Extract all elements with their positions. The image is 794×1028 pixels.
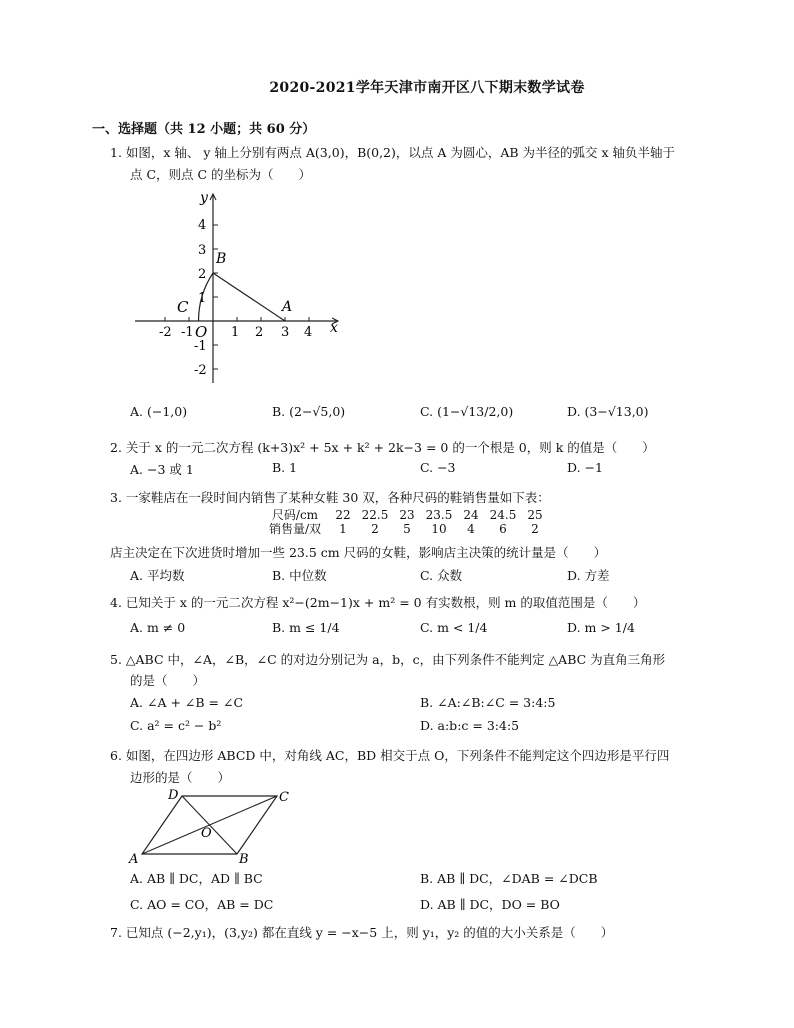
table-cell: 5	[403, 522, 411, 536]
q1-line1: 1. 如图，x 轴、 y 轴上分别有两点 A(3,0)，B(0,2)，以点 A 为圆心，AB 为半径的弧交 x 轴负半轴于	[110, 145, 676, 160]
q1-coordinate-graph	[130, 188, 350, 386]
x-tick-label: 4	[304, 325, 313, 340]
vertex-b-label: B	[239, 852, 249, 866]
x-tick-label: 3	[281, 325, 290, 340]
q4-option-c[interactable]: C. m < 1/4	[420, 620, 488, 635]
point-a-label: A	[282, 299, 293, 315]
y-tick-label: -2	[194, 363, 207, 378]
center-o-label: O	[201, 826, 212, 841]
section-heading: 一、选择题（共 12 小题；共 60 分）	[92, 122, 316, 137]
q3-option-d[interactable]: D. 方差	[567, 568, 610, 583]
shoe-sales-table	[262, 508, 550, 536]
q4-option-b[interactable]: B. m ≤ 1/4	[272, 620, 340, 635]
q6-option-b[interactable]: B. AB ∥ DC，∠DAB = ∠DCB	[420, 871, 598, 886]
y-tick-label: 3	[198, 243, 207, 258]
q2-option-b[interactable]: B. 1	[272, 460, 298, 475]
q4-option-d[interactable]: D. m > 1/4	[567, 620, 635, 635]
table-cell: 10	[431, 522, 447, 536]
q6-parallelogram-figure	[125, 786, 300, 866]
q3-option-b[interactable]: B. 中位数	[272, 568, 327, 583]
q2-option-a[interactable]: A. −3 或 1	[130, 462, 194, 477]
table-row	[262, 508, 550, 522]
x-axis-label: x	[330, 320, 338, 336]
table-cell: 6	[499, 522, 507, 536]
table-cell: 1	[339, 522, 347, 536]
q3-option-a[interactable]: A. 平均数	[130, 568, 185, 583]
table-cell: 23.5	[425, 508, 453, 522]
vertex-c-label: C	[279, 790, 289, 805]
x-tick-label: 1	[231, 325, 240, 340]
q1-line2: 点 C，则点 C 的坐标为（ ）	[130, 167, 312, 182]
q3-line2: 店主决定在下次进货时增加一些 23.5 cm 尺码的女鞋，影响店主决策的统计量是（ ）	[110, 545, 607, 560]
q6-option-c[interactable]: C. AO = CO，AB = DC	[130, 897, 274, 912]
q1-option-c[interactable]: C. (1−√13/2,0)	[420, 404, 514, 419]
y-axis-label: y	[200, 190, 208, 206]
vertex-d-label: D	[168, 788, 179, 803]
table-cell: 4	[467, 522, 475, 536]
q6-line1: 6. 如图，在四边形 ABCD 中，对角线 AC，BD 相交于点 O，下列条件不能判定这个四边形是平行四	[110, 748, 670, 763]
y-tick-label: 1	[198, 291, 207, 306]
segment-ab	[213, 273, 285, 321]
table-cell: 25	[527, 508, 543, 522]
y-tick-label: 4	[198, 218, 207, 233]
q4-line1: 4. 已知关于 x 的一元二次方程 x²−(2m−1)x + m² = 0 有实数根，则 m 的取值范围是（ ）	[110, 595, 646, 610]
table-row-label: 尺码/cm	[271, 508, 319, 522]
q7-line1: 7. 已知点 (−2,y₁)，(3,y₂) 都在直线 y = −x−5 上，则 y₁，y₂ 的值的大小关系是（ ）	[110, 925, 614, 940]
q2-line1: 2. 关于 x 的一元二次方程 (k+3)x² + 5x + k² + 2k−3 = 0 的一个根是 0，则 k 的值是（ ）	[110, 440, 655, 455]
table-cell: 23	[399, 508, 415, 522]
q6-option-d[interactable]: D. AB ∥ DC，DO = BO	[420, 897, 560, 912]
point-c-label: C	[177, 298, 189, 316]
table-cell: 22.5	[361, 508, 389, 522]
table-cell: 2	[371, 522, 379, 536]
vertex-a-label: A	[129, 852, 139, 866]
q4-option-a[interactable]: A. m ≠ 0	[130, 620, 186, 635]
q5-option-c[interactable]: C. a² = c² − b²	[130, 718, 222, 733]
q3-line1: 3. 一家鞋店在一段时间内销售了某种女鞋 30 双，各种尺码的鞋销售量如下表：	[110, 490, 550, 505]
table-cell: 2	[531, 522, 539, 536]
point-b-label: B	[216, 251, 227, 267]
q5-line2: 的是（ ）	[130, 673, 206, 688]
y-tick-label: -1	[194, 339, 207, 354]
q2-option-d[interactable]: D. −1	[567, 460, 603, 475]
table-cell: 24.5	[489, 508, 517, 522]
q5-option-a[interactable]: A. ∠A + ∠B = ∠C	[130, 695, 244, 710]
q5-option-b[interactable]: B. ∠A:∠B:∠C = 3:4:5	[420, 695, 556, 710]
table-row-label: 销售量/双	[268, 522, 322, 536]
q6-line2: 边形的是（ ）	[130, 770, 231, 785]
table-cell: 24	[463, 508, 479, 522]
q1-option-a[interactable]: A. (−1,0)	[130, 404, 188, 419]
x-tick-label: -1	[181, 325, 194, 340]
page-title: 2020-2021学年天津市南开区八下期末数学试卷	[269, 80, 585, 96]
q1-option-d[interactable]: D. (3−√13,0)	[567, 404, 649, 419]
x-tick-label: -2	[159, 325, 172, 340]
y-tick-label: 2	[198, 267, 207, 282]
diagonal-bd	[182, 796, 237, 854]
q5-option-d[interactable]: D. a:b:c = 3:4:5	[420, 718, 520, 733]
q3-option-c[interactable]: C. 众数	[420, 568, 463, 583]
q2-option-c[interactable]: C. −3	[420, 460, 456, 475]
origin-label: O	[195, 323, 208, 341]
q1-option-b[interactable]: B. (2−√5,0)	[272, 404, 346, 419]
table-row	[262, 522, 550, 536]
table-cell: 22	[335, 508, 351, 522]
x-tick-label: 2	[255, 325, 264, 340]
q6-option-a[interactable]: A. AB ∥ DC，AD ∥ BC	[130, 871, 263, 886]
q5-line1: 5. △ABC 中，∠A，∠B，∠C 的对边分别记为 a，b，c，由下列条件不能判定 △ABC 为直角三角形	[110, 652, 666, 667]
